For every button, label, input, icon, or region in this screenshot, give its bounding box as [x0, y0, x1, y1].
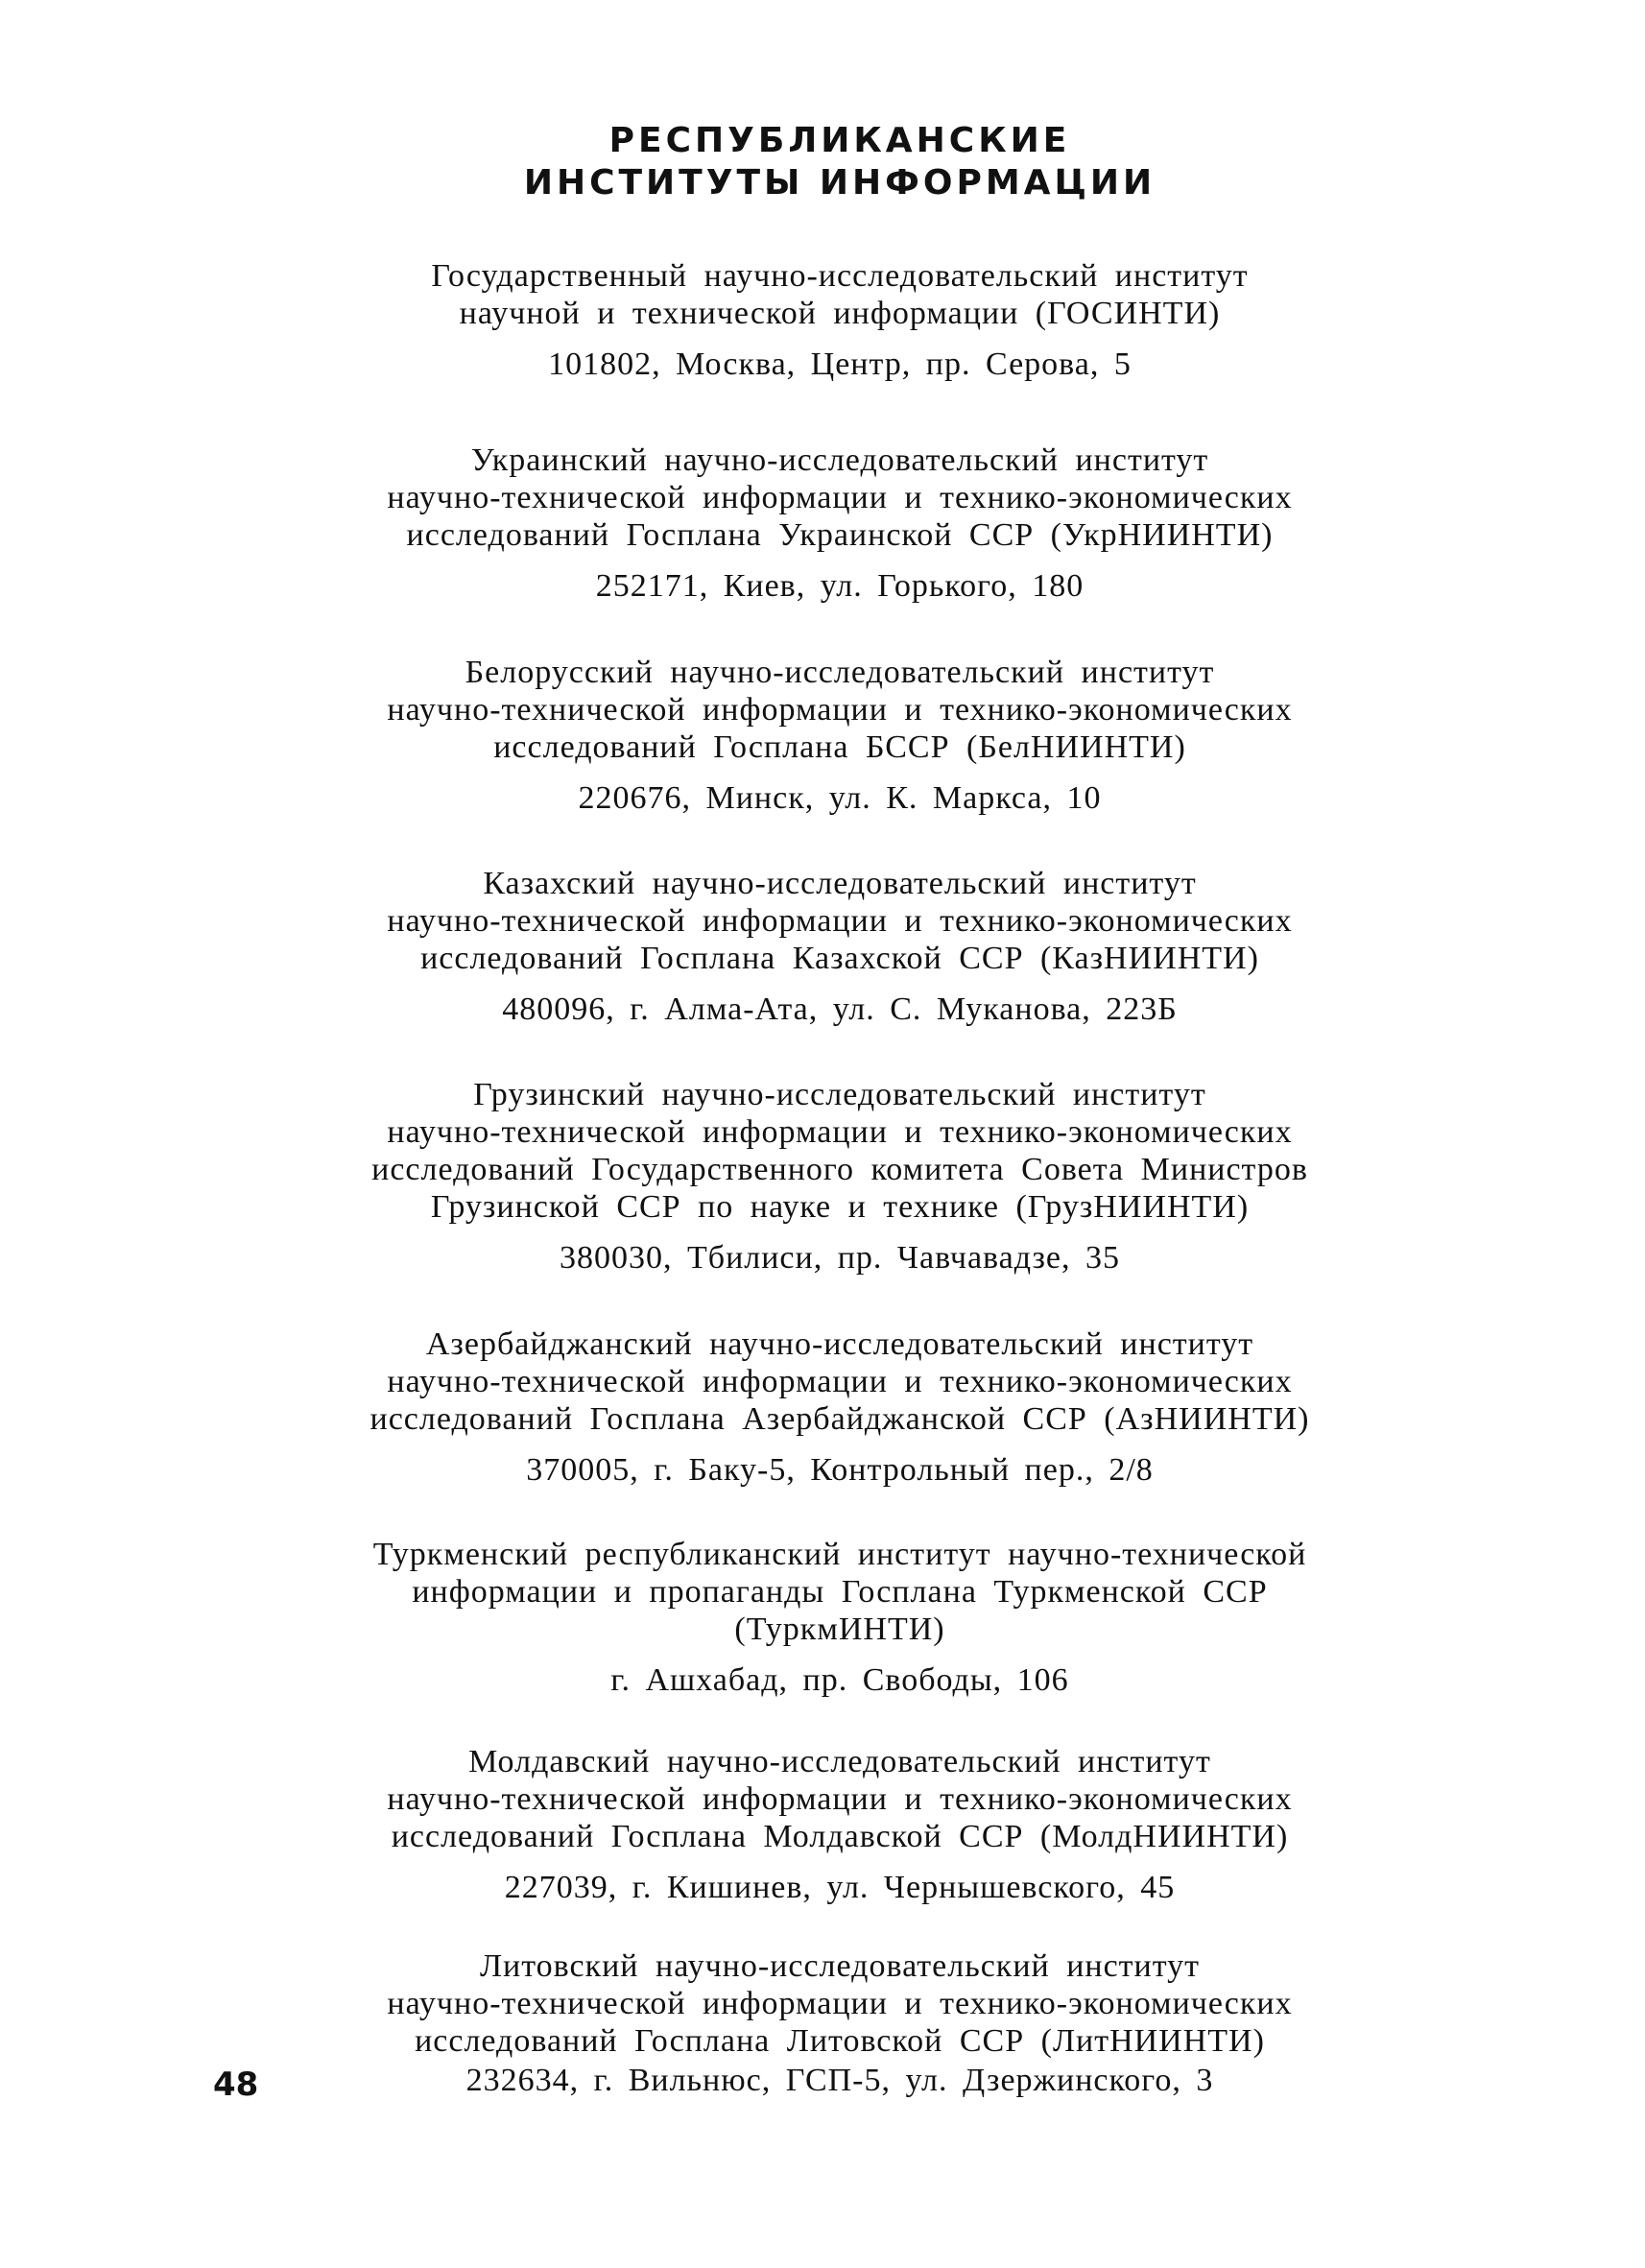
institute-address: 380030, Тбилиси, пр. Чавчавадзе, 35: [560, 1240, 1120, 1276]
institute-name-line: исследований Госплана Молдавской ССР (МолдНИИНТИ): [391, 1819, 1289, 1854]
institute-name-line: Грузинской ССР по науке и технике (ГрузНИИНТИ): [430, 1189, 1250, 1225]
institute-name-line: Государственный научно-исследовательский институт: [431, 258, 1249, 294]
institute-address: 480096, г. Алма-Ата, ул. С. Муканова, 223Б: [502, 991, 1178, 1027]
institute-name: [336, 257, 1344, 332]
heading-line-1: РЕСПУБЛИКАНСКИЕ: [608, 121, 1071, 160]
institute-name: [336, 1743, 1344, 1855]
institute-name: [336, 1536, 1344, 1648]
institute-address: 370005, г. Баку-5, Контрольный пер., 2/8: [526, 1452, 1154, 1488]
institute-name-line: исследований Государственного комитета Совета Министров: [371, 1152, 1308, 1187]
institute-name-line: Литовский научно-исследовательский институт: [479, 1948, 1201, 1984]
institute-name: [336, 1076, 1344, 1226]
institute-name-line: научно-технической информации и технико-экономических: [387, 480, 1293, 515]
institute-address: 252171, Киев, ул. Горького, 180: [595, 568, 1085, 604]
institute-name-line: исследований Госплана Азербайджанской ССР (АзНИИНТИ): [370, 1401, 1310, 1437]
institute-name: [336, 654, 1344, 766]
institute-name-line: научно-технической информации и технико-экономических: [387, 692, 1293, 728]
institute-name: [336, 1947, 1344, 2060]
institute-name-line: научно-технической информации и технико-экономических: [387, 1986, 1293, 2021]
institute-name-line: научно-технической информации и технико-экономических: [387, 1781, 1293, 1817]
institute-name-line: Азербайджанский научно-исследовательский институт: [425, 1326, 1254, 1362]
institute-entry-turkminti: [336, 1536, 1344, 1700]
institute-entry-moldniinti: [336, 1743, 1344, 1907]
institute-name-line: Украинский научно-исследовательский институт: [470, 442, 1209, 478]
institute-name-line: Молдавский научно-исследовательский институт: [468, 1744, 1211, 1779]
institute-entry-litniinti: [336, 1947, 1344, 2100]
institute-name-line: Казахский научно-исследовательский институт: [483, 866, 1197, 901]
institute-entry-gosinti: [336, 257, 1344, 384]
institute-name-line: информации и пропаганды Госплана Туркменской ССР: [412, 1574, 1268, 1610]
institute-entry-ukrniinti: [336, 442, 1344, 606]
heading-line-2: ИНСТИТУТЫ ИНФОРМАЦИИ: [523, 163, 1156, 203]
institute-name: [336, 865, 1344, 977]
institute-name-line: научно-технической информации и технико-экономических: [387, 903, 1293, 939]
institute-address: 101802, Москва, Центр, пр. Серова, 5: [548, 346, 1132, 382]
institute-name-line: научной и технической информации (ГОСИНТИ): [459, 296, 1221, 331]
institute-name: [336, 1325, 1344, 1438]
page-heading: [336, 120, 1344, 204]
institute-address: 232634, г. Вильнюс, ГСП-5, ул. Дзержинского, 3: [465, 2063, 1214, 2098]
institute-entry-belniinti: [336, 654, 1344, 818]
institute-name-line: исследований Госплана БССР (БелНИИНТИ): [493, 729, 1186, 765]
institute-name-line: Белорусский научно-исследовательский институт: [465, 655, 1215, 690]
institute-entry-kazniinti: [336, 865, 1344, 1029]
institute-name-line: исследований Госплана Казахской ССР (КазНИИНТИ): [420, 941, 1259, 976]
page-number: 48: [213, 2065, 259, 2104]
institute-name-line: научно-технической информации и технико-экономических: [387, 1114, 1293, 1150]
institute-name-line: (ТуркмИНТИ): [734, 1611, 945, 1647]
institute-name: [336, 442, 1344, 554]
institute-address: 220676, Минск, ул. К. Маркса, 10: [578, 780, 1102, 816]
institute-name-line: исследований Госплана Литовской ССР (ЛитНИИНТИ): [415, 2023, 1265, 2059]
institute-entry-azniinti: [336, 1325, 1344, 1490]
institute-entry-gruzniinti: [336, 1076, 1344, 1277]
institute-name-line: Грузинский научно-исследовательский институт: [473, 1077, 1206, 1112]
institute-name-line: научно-технической информации и технико-экономических: [387, 1364, 1293, 1399]
institute-name-line: исследований Госплана Украинской ССР (УкрНИИНТИ): [406, 517, 1274, 553]
institute-address: г. Ашхабад, пр. Свободы, 106: [610, 1662, 1069, 1698]
institute-address: 227039, г. Кишинев, ул. Чернышевского, 45: [504, 1870, 1176, 1905]
institute-name-line: Туркменский республиканский институт научно-технической: [372, 1537, 1307, 1572]
